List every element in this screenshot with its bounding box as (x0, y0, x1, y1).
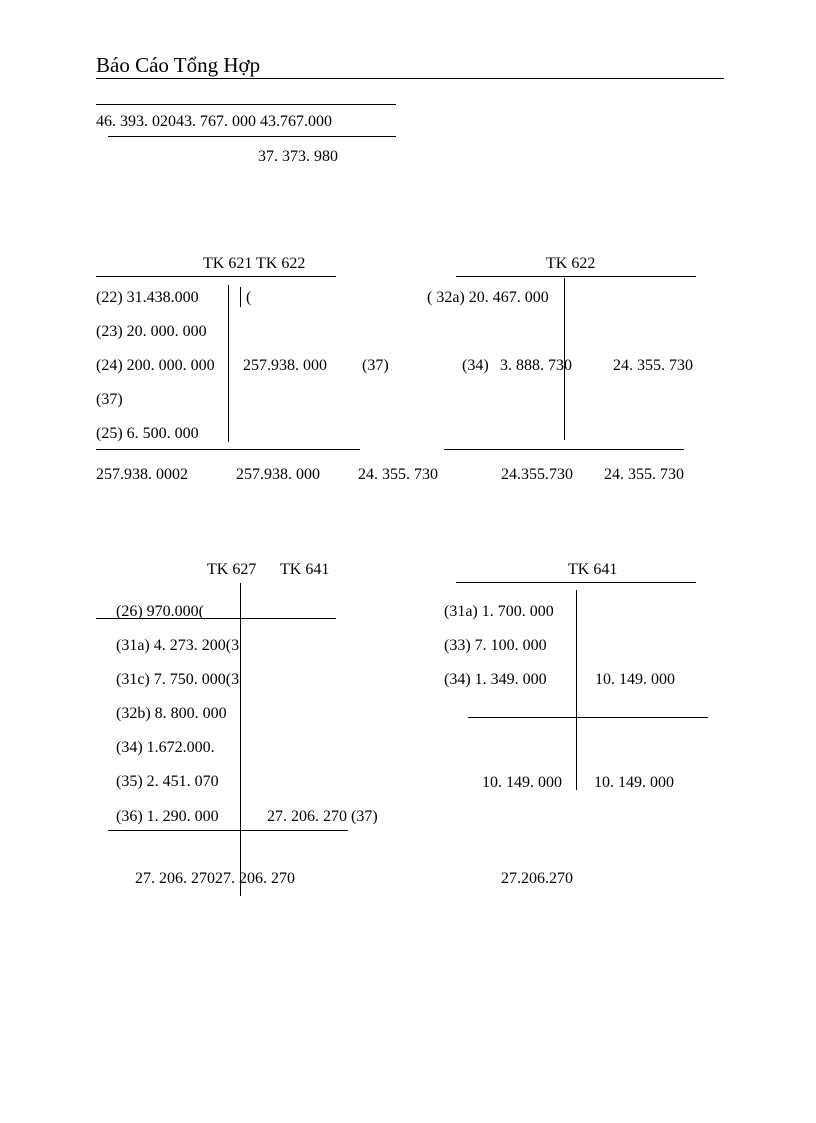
tk627-row-26: (26) 970.000( (116, 603, 204, 620)
tk621-622-total-extra: 24. 355. 730 (358, 466, 438, 483)
tk621-622-divider (228, 285, 229, 442)
top-block-line-1: 46. 393. 02043. 767. 000 43.767.000 (96, 113, 332, 130)
tk621-622-total-right: 257.938. 000 (236, 466, 320, 483)
tk641-bottom-total: 27.206.270 (501, 870, 573, 887)
tk621-622-paren-mark (240, 287, 241, 307)
tk627-row-31a: (31a) 4. 273. 200(3 (116, 637, 240, 654)
tk622-bottom-rule (444, 449, 684, 450)
tk627-row-31c: (31c) 7. 750. 000(3 (116, 671, 240, 688)
tk641-top-rule (456, 582, 696, 583)
tk641-heading: TK 641 (568, 561, 618, 578)
tk622-row-32a: ( 32a) 20. 467. 000 (427, 289, 549, 306)
top-block-rule-lower (108, 136, 396, 137)
tk641-bottom-rule (468, 717, 708, 718)
tk621-622-credit-ref: (37) (362, 357, 389, 374)
tk621-622-top-rule (96, 276, 336, 277)
tk621-622-row-22: (22) 31.438.000 (96, 289, 199, 306)
tk641-credit-amount: 10. 149. 000 (595, 671, 675, 688)
tk627-divider (240, 583, 241, 896)
tk627-641-heading: TK 641 (280, 561, 330, 578)
tk622-heading: TK 622 (546, 255, 596, 272)
header-rule (96, 78, 724, 79)
tk622-row-34-ref: (34) (462, 357, 489, 374)
tk622-total-left: 24.355.730 (501, 466, 573, 483)
tk621-622-heading: TK 621 TK 622 (203, 255, 306, 272)
tk641-row-31a: (31a) 1. 700. 000 (444, 603, 554, 620)
tk627-row-34: (34) 1.672.000. (116, 739, 215, 756)
tk621-622-paren: ( (246, 289, 252, 306)
tk621-622-total-left: 257.938. 0002 (96, 466, 188, 483)
top-block-line-2: 37. 373. 980 (258, 148, 338, 165)
tk621-622-row-23: (23) 20. 000. 000 (96, 323, 207, 340)
tk641-row-34: (34) 1. 349. 000 (444, 671, 547, 688)
tk622-top-rule (456, 276, 696, 277)
tk627-top-rule (96, 618, 336, 619)
tk621-622-row-24: (24) 200. 000. 000 (96, 357, 215, 374)
tk627-total: 27. 206. 27027. 206. 270 (135, 870, 295, 887)
tk622-credit-amount: 24. 355. 730 (613, 357, 693, 374)
page-header-title: Báo Cáo Tổng Hợp (96, 53, 261, 77)
tk621-622-row-25: (25) 6. 500. 000 (96, 425, 199, 442)
tk621-622-credit-amount: 257.938. 000 (243, 357, 327, 374)
tk641-divider (576, 590, 577, 790)
tk627-row-36: (36) 1. 290. 000 (116, 808, 219, 825)
tk622-total-right: 24. 355. 730 (604, 466, 684, 483)
tk627-bottom-rule (108, 830, 348, 831)
tk627-row-32b: (32b) 8. 800. 000 (116, 705, 227, 722)
top-block-rule-upper (96, 104, 396, 105)
tk627-row-35: (35) 2. 451. 070 (116, 773, 219, 790)
tk621-622-bottom-rule (96, 449, 360, 450)
tk627-credit-amount: 27. 206. 270 (37) (267, 808, 378, 825)
tk621-622-row-37: (37) (96, 391, 123, 408)
tk627-heading: TK 627 (207, 561, 257, 578)
tk641-total-right: 10. 149. 000 (594, 774, 674, 791)
tk641-row-33: (33) 7. 100. 000 (444, 637, 547, 654)
tk622-row-34-amount: 3. 888. 730 (500, 357, 572, 374)
tk641-total-left: 10. 149. 000 (482, 774, 562, 791)
